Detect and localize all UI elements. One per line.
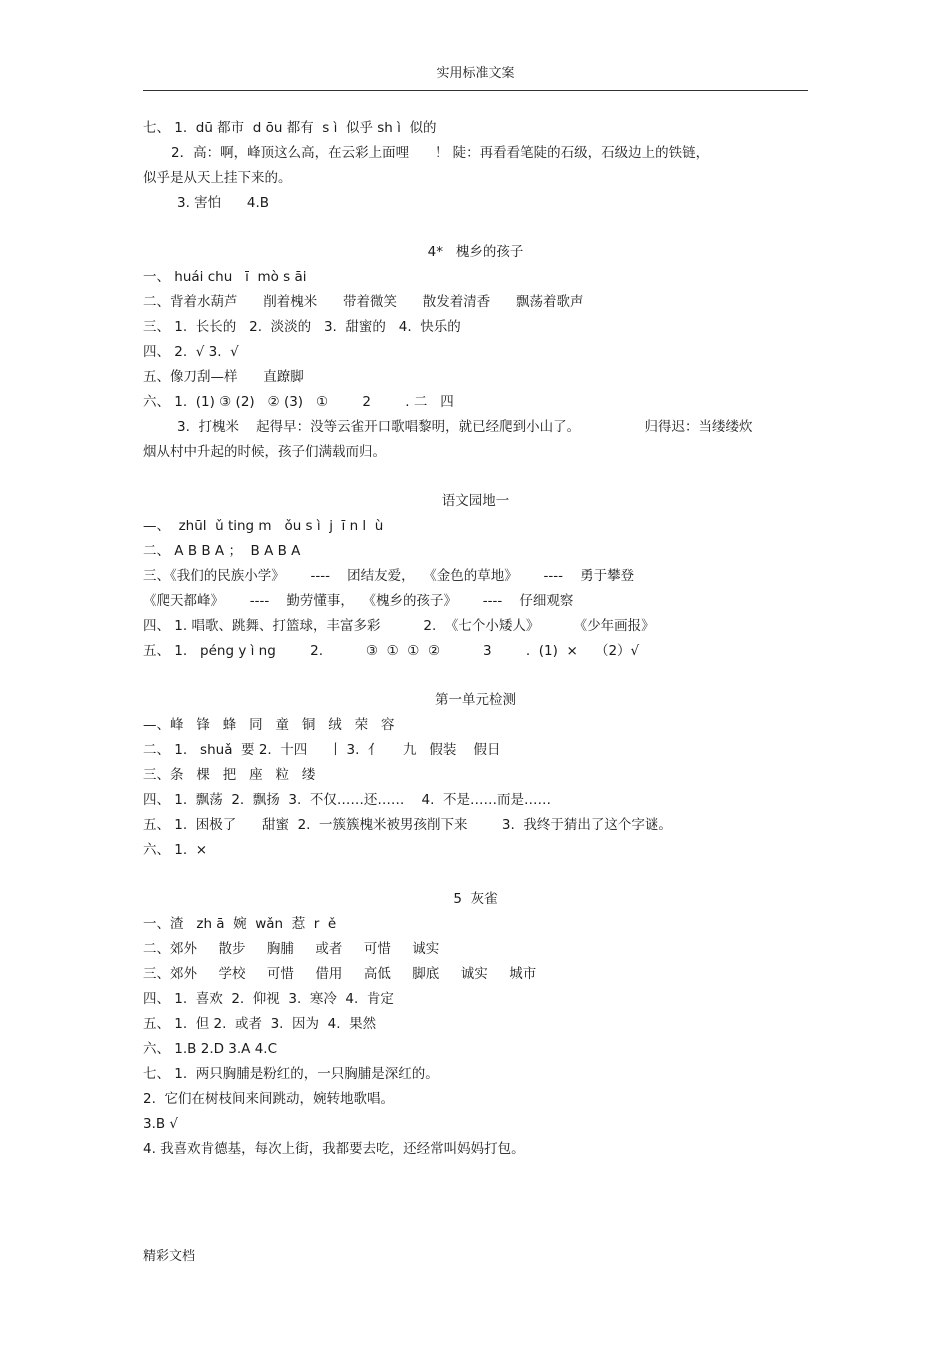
text-line: 四、 1. 飘荡 2. 飘扬 3. 不仅……还…… 4. 不是……而是…… — [143, 792, 551, 808]
section-title: 第一单元检测 — [435, 692, 516, 708]
text-line: 3. 害怕 4.B — [177, 195, 270, 211]
text-line: 二、背着水葫芦 削着槐米 带着微笑 散发着清香 飘荡着歌声 — [143, 294, 584, 310]
text-line: 三、条 棵 把 座 粒 缕 — [143, 767, 316, 783]
text-line: 二、 A B B A ； B A B A — [143, 543, 301, 559]
spacer — [143, 465, 808, 489]
section-title: 5 灰雀 — [453, 891, 498, 907]
text-line: —、峰 锋 蜂 同 童 铜 绒 荣 容 — [143, 717, 395, 733]
text-line: 六、 1. × — [143, 842, 208, 858]
section-title: 4* 槐乡的孩子 — [427, 244, 524, 260]
text-line: 3.B √ — [143, 1116, 179, 1132]
text-line: 五、像刀刮—样 直蹽脚 — [143, 369, 304, 385]
text-line: 二、 1. shuǎ 要 2. 十四 丨 3. 亻 九 假装 假日 — [143, 742, 501, 758]
text-line: 三、郊外 学校 可惜 借用 高低 脚底 诚实 城市 — [143, 966, 537, 982]
text-line: 五、 1. 但 2. 或者 3. 因为 4. 果然 — [143, 1016, 377, 1032]
text-line: 4. 我喜欢肯德基，每次上街，我都要去吃，还经常叫妈妈打包。 — [143, 1141, 525, 1157]
text-line: 六、 1. (1) ③ (2) ② (3) ① 2 . 二 四 — [143, 394, 454, 410]
page-footer: 精彩文档 — [143, 1249, 196, 1264]
spacer — [143, 664, 808, 688]
section-title: 语文园地一 — [441, 493, 510, 509]
text-line: —、 zhūl ǔ ting m ǒu s ì j ī n l ù — [143, 518, 384, 534]
spacer — [143, 216, 808, 240]
text-line: 五、 1. 困极了 甜蜜 2. 一簇簇槐米被男孩削下来 3. 我终于猜出了这个字谜。 — [143, 817, 672, 833]
text-line: 四、 1. 唱歌、跳舞、打篮球，丰富多彩 2. 《七个小矮人》 《少年画报》 — [143, 618, 655, 634]
text-line: 似乎是从天上挂下来的。 — [143, 170, 292, 186]
spacer — [143, 863, 808, 887]
text-line: 3. 打槐米 起得早：没等云雀开口歌唱黎明，就已经爬到小山了。 归得迟：当缕缕炊 — [177, 419, 753, 435]
text-line: 四、 2. √ 3. √ — [143, 344, 239, 360]
answer-content — [143, 116, 808, 1162]
header-rule — [143, 90, 808, 91]
text-line: 一、渣 zh ā 婉 wǎn 惹 r ě — [143, 916, 337, 932]
page-header: 实用标准文案 — [436, 66, 515, 81]
text-line: 三、 1. 长长的 2. 淡淡的 3. 甜蜜的 4. 快乐的 — [143, 319, 461, 335]
text-line: 七、 1. 两只胸脯是粉红的，一只胸脯是深红的。 — [143, 1066, 439, 1082]
text-line: 五、 1. péng y ì ng 2. ③ ① ① ② 3 . (1) × （2）√ — [143, 643, 640, 659]
text-line: 2．高：啊，峰顶这么高，在云彩上面哩 ！ 陡：再看看笔陡的石级，石级边上的铁链， — [171, 145, 710, 161]
text-line: 2. 它们在树枝间来间跳动，婉转地歌唱。 — [143, 1091, 394, 1107]
text-line: 四、 1. 喜欢 2. 仰视 3. 寒冷 4. 肯定 — [143, 991, 394, 1007]
text-line: 三、《我们的民族小学》 ---- 团结友爱， 《金色的草地》 ---- 勇于攀登 — [143, 568, 635, 584]
text-line: 烟从村中升起的时候，孩子们满载而归。 — [143, 444, 386, 460]
text-line: 一、 huái chu ī mò s āi — [143, 269, 307, 285]
text-line: 七、 1. dū 都市 d ōu 都有 s ì 似乎 sh ì 似的 — [143, 120, 437, 136]
text-line: 二、郊外 散步 胸脯 或者 可惜 诚实 — [143, 941, 440, 957]
text-line: 《爬天都峰》 ---- 勤劳懂事， 《槐乡的孩子》 ---- 仔细观察 — [143, 593, 574, 609]
text-line: 六、 1.B 2.D 3.A 4.C — [143, 1041, 278, 1057]
